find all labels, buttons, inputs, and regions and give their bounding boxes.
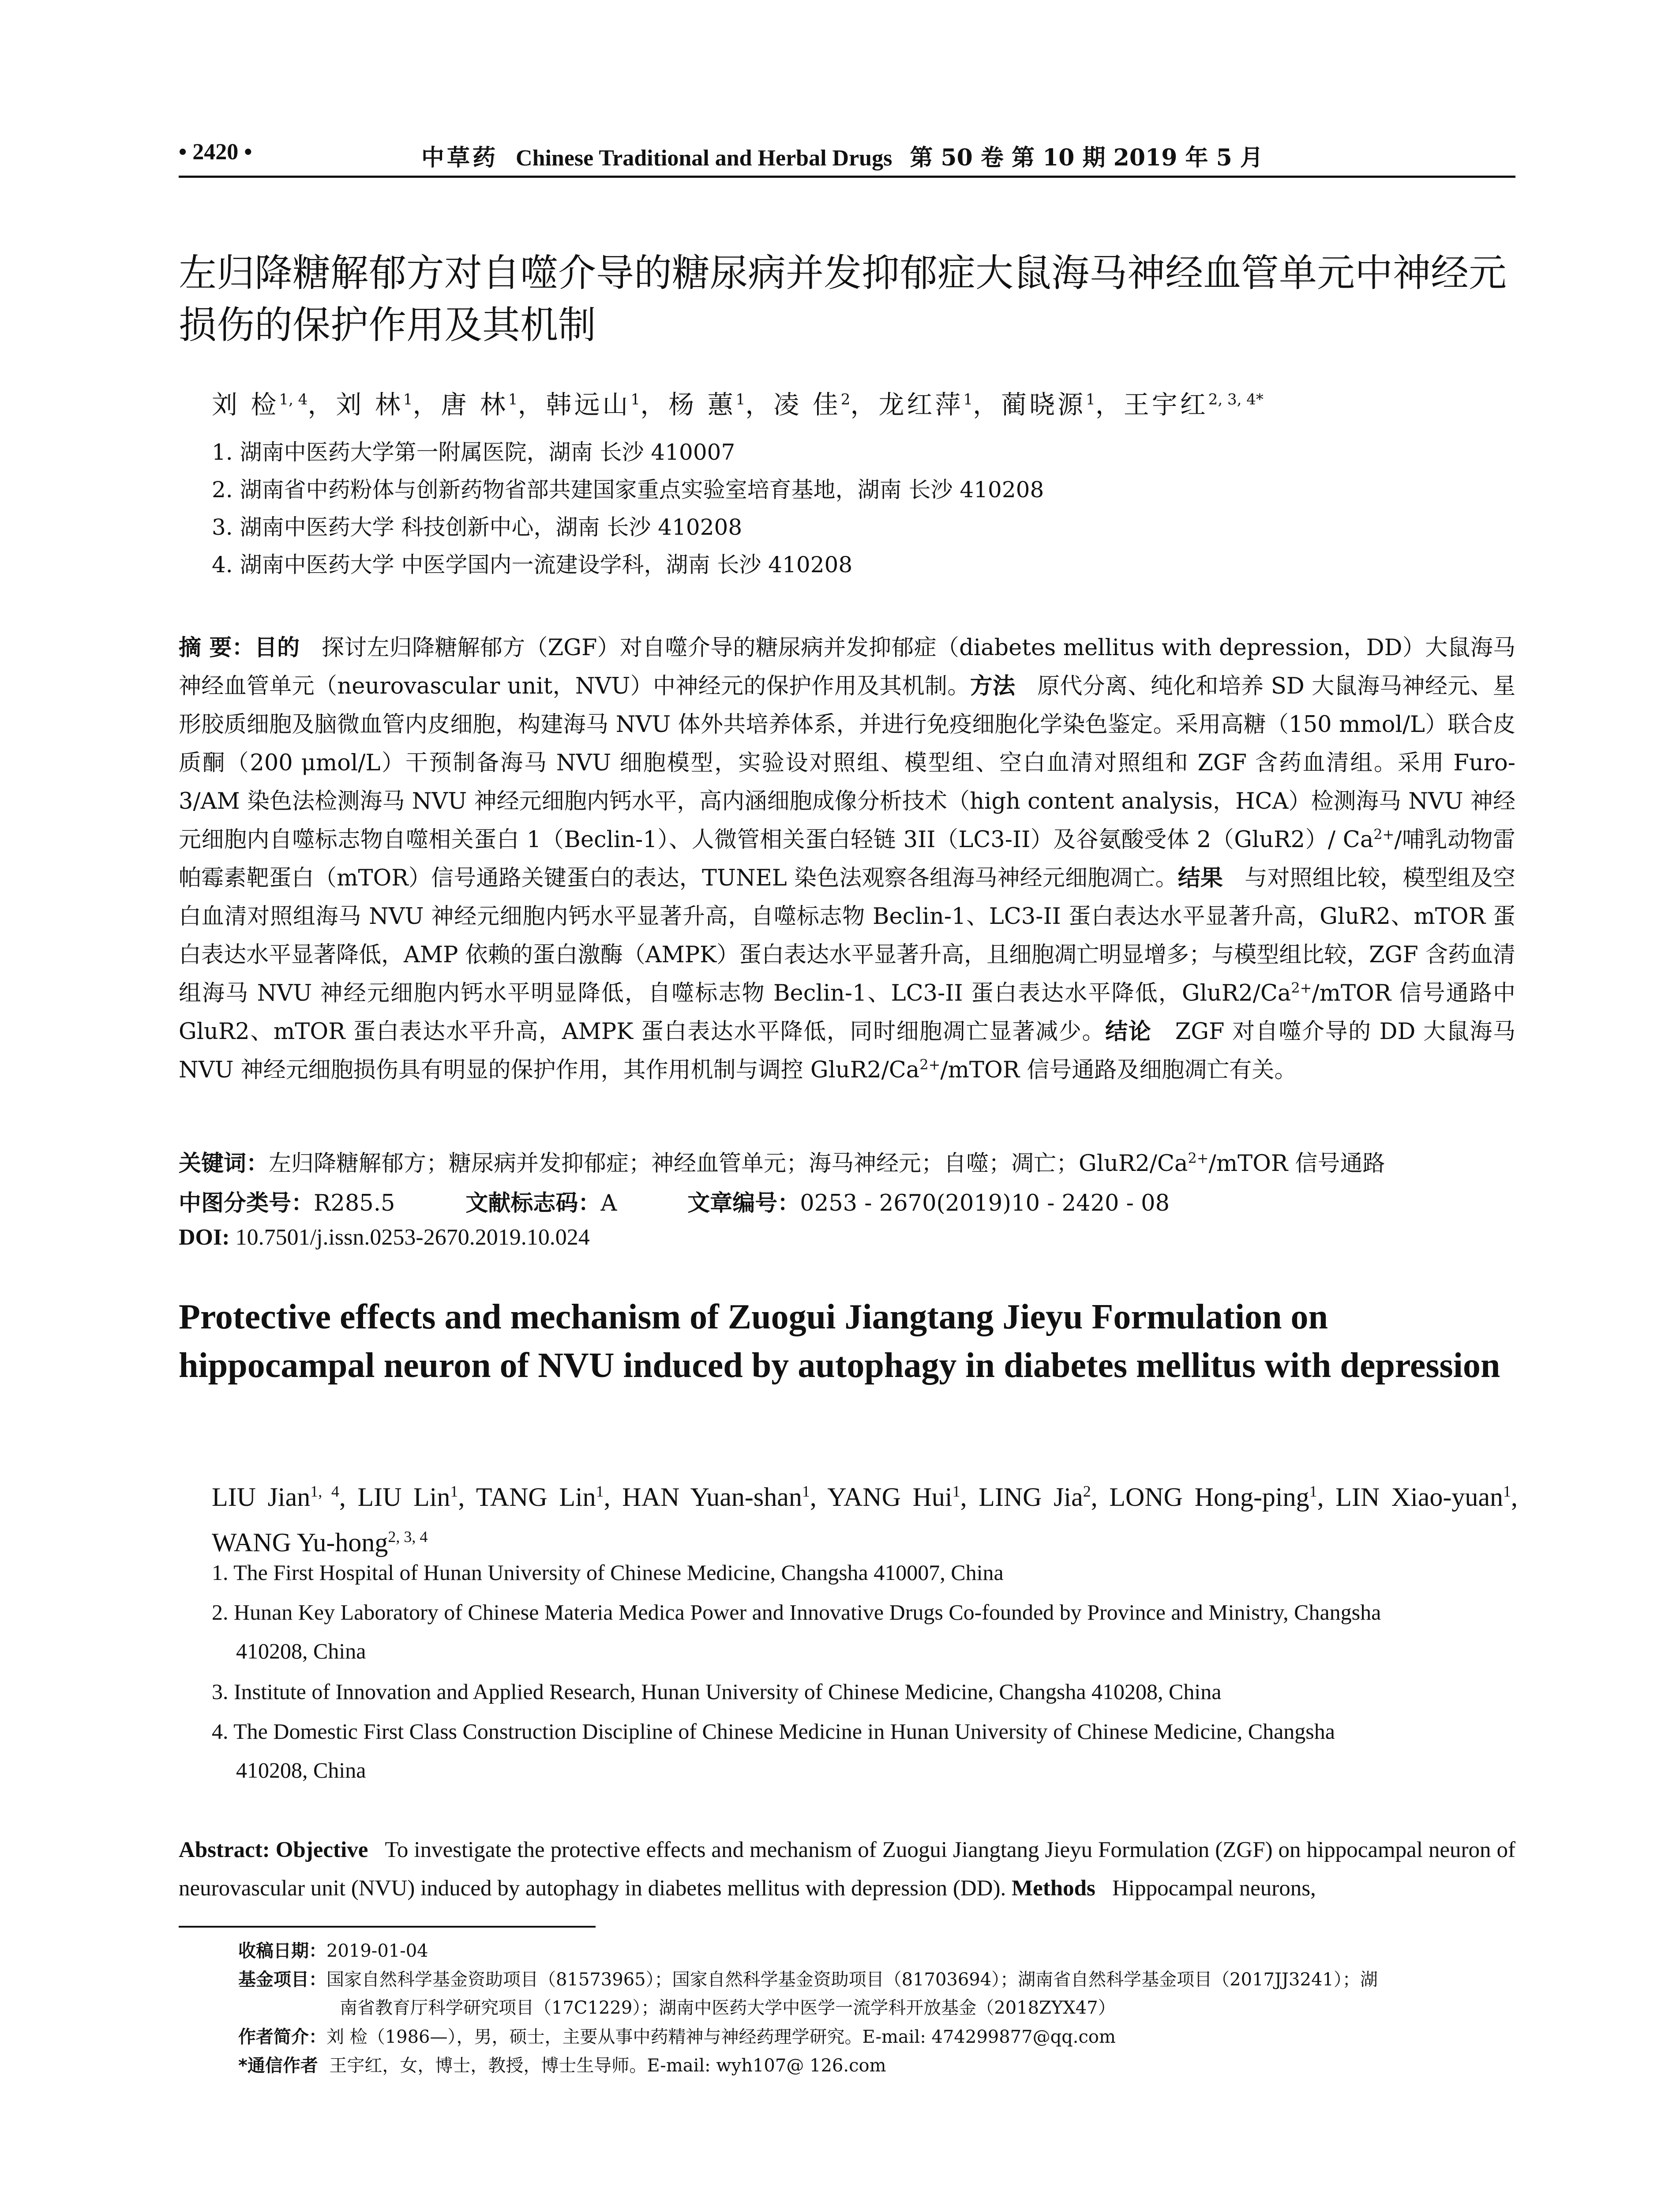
- author-affiliation-mark: 2: [840, 390, 851, 409]
- author-affiliation-mark: 1: [508, 390, 518, 409]
- author-affiliation-mark: 1: [963, 390, 973, 409]
- authors-cn: 刘 检$^{1, 4}$，刘 林$^1$，唐 林$^1$，韩远山$^1$，杨 蕙$^1$，凌 佳$^2$，龙红萍$^1$，蔺晓源$^1$，王宇红$^{2, 3, 4*}$: [212, 390, 1264, 420]
- received-date: 2019-01-04: [326, 1941, 428, 1961]
- footnote-received: [238, 1937, 1518, 1965]
- author-name: WANG Yu-hong: [212, 1528, 388, 1557]
- objective-text-en: To investigate the protective effects and mechanism of Zuogui Jiangtang Jieyu Formulation (ZGF) on hippocampal neuron of neurovascular unit (NVU) induced by autophagy in diabetes mellitus with depression (DD).: [179, 1838, 1515, 1901]
- keywords-cn: [179, 1145, 1515, 1178]
- footnote-corresponding: [238, 2052, 1518, 2080]
- class-label: 中图分类号：: [179, 1190, 314, 1216]
- abstract-label-en: Abstract:: [179, 1838, 270, 1862]
- class-value: R285.5: [314, 1190, 395, 1216]
- affiliation-cn-1: 1. 湖南中医药大学第一附属医院，湖南 长沙 410007: [212, 439, 735, 465]
- superscript: 2+: [1188, 1150, 1209, 1167]
- doi-line: [179, 1224, 590, 1250]
- abstract-cn: [179, 629, 1515, 1089]
- title-cn: 左归降糖解郁方对自噬介导的糖尿病并发抑郁症大鼠海马神经血管单元中神经元损伤的保护作用及其机制: [179, 251, 1507, 347]
- doc-code-value: A: [600, 1190, 617, 1216]
- corresponding-text: 王宇红，女，博士，教授，博士生导师。E-mail: wyh107@ 126.com: [329, 2056, 886, 2076]
- title-en: Protective effects and mechanism of Zuogui Jiangtang Jieyu Formulation on hippocampal neuron of NVU induced by autophagy in diabetes mellitus with depression: [179, 1298, 1500, 1385]
- methods-label-en: Methods: [1011, 1876, 1095, 1901]
- classification-line: [179, 1185, 1515, 1217]
- superscript: 2+: [919, 1056, 941, 1073]
- author-name: 刘 林: [336, 390, 403, 420]
- methods-label: 方法: [970, 673, 1016, 699]
- author-bio-label: 作者简介：: [238, 2027, 326, 2047]
- keywords-text: 左归降糖解郁方；糖尿病并发抑郁症；神经血管单元；海马神经元；自噬；凋亡；GluR2/Ca: [269, 1151, 1188, 1177]
- conclusion-text-cont: /mTOR 信号通路及细胞凋亡有关。: [940, 1057, 1297, 1083]
- footnote-rule: [179, 1926, 596, 1928]
- affiliation-en-1: [212, 1553, 1518, 1592]
- affiliation-en-4: [212, 1712, 1518, 1790]
- footnote-author: [238, 2023, 1518, 2051]
- header-rule: [179, 176, 1515, 178]
- author-name: HAN Yuan-shan: [622, 1482, 802, 1512]
- author-name: YANG Hui: [827, 1482, 952, 1512]
- author-name: 龙红萍: [878, 390, 964, 420]
- author-name: 唐 林: [441, 390, 508, 420]
- journal-header: [421, 139, 1263, 172]
- author-name: LIN Xiao-yuan: [1335, 1482, 1504, 1512]
- corresponding-label: *通信作者: [238, 2056, 318, 2076]
- conclusion-label: 结论: [1105, 1019, 1152, 1045]
- objective-text: 探讨左归降糖解郁方（ZGF）对自噬介导的糖尿病并发抑郁症（diabetes mellitus with depression，DD）大鼠海马神经血管单元（neurovascular unit，NVU）中神经元的保护作用及其机制。: [179, 635, 1515, 699]
- author-name: 杨 蕙: [668, 390, 736, 420]
- conclusion-text: ZGF 对自噬介导的 DD 大鼠海马 NVU 神经元细胞损伤具有明显的保护作用，其作用机制与调控 GluR2/Ca: [179, 1019, 1515, 1083]
- author-name: 蔺晓源: [1001, 390, 1086, 420]
- doi-link[interactable]: 10.7501/j.issn.0253-2670.2019.10.024: [235, 1225, 590, 1250]
- author-name: 刘 检: [212, 390, 279, 420]
- affiliation-line-cont: 410208, China: [236, 1758, 366, 1782]
- methods-text: 原代分离、纯化和培养 SD 大鼠海马神经元、星形胶质细胞及脑微血管内皮细胞，构建海马 NVU 体外共培养体系，并进行免疫细胞化学染色鉴定。采用高糖（150 mmol/L）联合皮质酮（200 μmol/L）干预制备海马 NVU 细胞模型，实验设对照组、模型组、空白血清对照组和 ZGF 含药血清组。采用 Furo-3/AM 染色法检测海马 NVU 神经元细胞内钙水平，高内涵细胞成像分析技术（high content analysis，HCA）检测海马 NVU 神经元细胞内自噬标志物自噬相关蛋白 1（Beclin-1）、人微管相关蛋白轻链 3II（LC3-II）及谷氨酸受体 2（GluR2）/ Ca: [179, 673, 1515, 853]
- author-affiliation-mark: 1: [1086, 390, 1095, 409]
- author-affiliation-mark: 1: [802, 1482, 810, 1500]
- author-name: 韩远山: [546, 390, 631, 420]
- doi-label: DOI:: [179, 1225, 230, 1250]
- journal-name-cn: 中草药: [421, 144, 499, 171]
- author-affiliation-mark: 2, 3, 4: [388, 1528, 428, 1546]
- affiliation-line: 1. The First Hospital of Hunan University of Chinese Medicine, Changsha 410007, China: [212, 1560, 1004, 1585]
- article-id-value: 0253 - 2670(2019)10 - 2420 - 08: [800, 1190, 1170, 1216]
- affiliation-line: 3. Institute of Innovation and Applied Research, Hunan University of Chinese Medicine, Changsha 410208, China: [212, 1679, 1222, 1704]
- abstract-en: [179, 1831, 1515, 1908]
- results-text: 与对照组比较，模型组及空白血清对照组海马 NVU 神经元细胞内钙水平显著升高，自噬标志物 Beclin-1、LC3-II 蛋白表达水平显著升高，GluR2、mTOR 蛋白表达水平显著降低，AMP 依赖的蛋白激酶（AMPK）蛋白表达水平显著升高，且细胞凋亡明显增多；与模型组比较，ZGF 含药血清组海马 NVU 神经元细胞内钙水平明显降低，自噬标志物 Beclin-1、LC3-II 蛋白表达水平降低，GluR2/Ca: [179, 865, 1515, 1006]
- affiliation-line: 2. Hunan Key Laboratory of Chinese Materia Medica Power and Innovative Drugs Co-founded by Province and Ministry, Changsha: [212, 1600, 1381, 1624]
- footnote-funding: [238, 1966, 1518, 2022]
- article-id-label: 文章编号：: [687, 1190, 800, 1216]
- author-name: LONG Hong-ping: [1109, 1482, 1309, 1512]
- author-affiliation-mark: 1: [630, 390, 641, 409]
- affiliation-cn-2: 2. 湖南省中药粉体与创新药物省部共建国家重点实验室培育基地，湖南 长沙 410208: [212, 477, 1044, 503]
- author-name: TANG Lin: [476, 1482, 596, 1512]
- author-affiliation-mark: 1: [403, 390, 413, 409]
- author-name: 王宇红: [1123, 390, 1208, 420]
- author-affiliation-mark: 1: [450, 1482, 458, 1500]
- results-label: 结果: [1178, 865, 1223, 891]
- affiliation-cn-3: 3. 湖南中医药大学 科技创新中心，湖南 长沙 410208: [212, 514, 742, 540]
- keywords-text-cont: /mTOR 信号通路: [1208, 1151, 1385, 1177]
- affiliation-en-3: [212, 1672, 1518, 1711]
- author-affiliation-mark: 1: [1309, 1482, 1317, 1500]
- author-affiliation-mark: 1: [1503, 1482, 1511, 1500]
- affiliation-en-2: [212, 1593, 1518, 1670]
- superscript: 2+: [1291, 979, 1312, 996]
- author-affiliation-mark: 1: [952, 1482, 960, 1500]
- funding-label: 基金项目：: [238, 1970, 326, 1990]
- objective-label: 目的: [254, 635, 300, 661]
- author-affiliation-mark: 2: [1083, 1482, 1091, 1500]
- keywords-label: 关键词：: [179, 1151, 269, 1177]
- doc-code-label: 文献标志码：: [465, 1190, 601, 1216]
- affiliation-line-cont: 410208, China: [236, 1639, 366, 1663]
- methods-text-cont: /哺乳动物雷帕霉素靶蛋白（mTOR）信号通路关键蛋白的表达，TUNEL 染色法观察各组海马神经元细胞凋亡。: [179, 827, 1515, 891]
- author-bio: 刘 检（1986—），男，硕士，主要从事中药精神与神经药理学研究。E-mail: 474299877@qq.com: [326, 2027, 1116, 2047]
- received-label: 收稿日期：: [238, 1941, 326, 1961]
- methods-text-en: Hippocampal neurons,: [1112, 1876, 1316, 1901]
- authors-en: LIU Jian$^{1, 4}$, LIU Lin$^1$, TANG Lin$^1$, HAN Yuan-shan$^1$, YANG Hui$^1$, LING Jia$^2$, LONG Hong-ping$^1$, LIN Xiao-yuan$^1$, WANG Yu-hong$^{2, 3, 4}$: [212, 1482, 1518, 1557]
- results-text-cont: /mTOR 信号通路中 GluR2、mTOR 蛋白表达水平升高，AMPK 蛋白表达水平降低，同时细胞凋亡显著减少。: [179, 980, 1516, 1045]
- author-name: LING Jia: [979, 1482, 1083, 1512]
- author-affiliation-mark: 1: [596, 1482, 604, 1500]
- abstract-label: 摘 要：: [179, 635, 255, 661]
- author-affiliation-mark: 1: [735, 390, 746, 409]
- journal-issue: 第 50 卷 第 10 期 2019 年 5 月: [910, 144, 1263, 171]
- journal-name-en: Chinese Traditional and Herbal Drugs: [516, 146, 892, 171]
- superscript: 2+: [1373, 826, 1395, 843]
- author-affiliation-mark: 1, 4: [279, 390, 308, 409]
- affiliation-cn-4: 4. 湖南中医药大学 中医学国内一流建设学科，湖南 长沙 410208: [212, 552, 853, 578]
- author-affiliation-mark: 2, 3, 4*: [1208, 390, 1264, 409]
- page-number: • 2420 •: [179, 139, 252, 165]
- objective-label-en: Objective: [275, 1838, 368, 1862]
- running-header: [179, 135, 1515, 170]
- author-name: 凌 佳: [773, 390, 841, 420]
- author-name: LIU Jian: [212, 1482, 311, 1512]
- funding-text: 国家自然科学基金资助项目（81573965）；国家自然科学基金资助项目（81703694）；湖南省自然科学基金项目（2017JJ3241）；湖: [326, 1970, 1378, 1990]
- author-name: LIU Lin: [357, 1482, 450, 1512]
- affiliation-line: 4. The Domestic First Class Construction Discipline of Chinese Medicine in Hunan University of Chinese Medicine, Changsha: [212, 1719, 1335, 1744]
- funding-text-cont: 南省教育厅科学研究项目（17C1229）；湖南中医药大学中医学一流学科开放基金（2018ZYX47）: [340, 1998, 1116, 2018]
- author-affiliation-mark: 1, 4: [310, 1482, 339, 1500]
